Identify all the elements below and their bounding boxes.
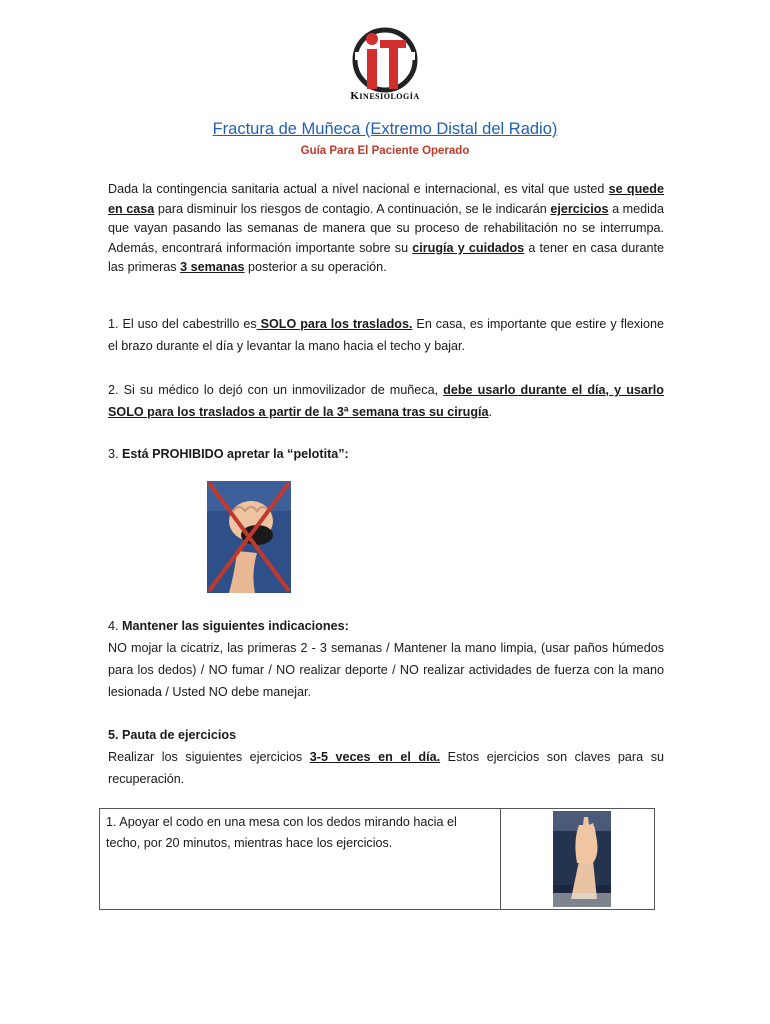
instruction-text: Estos ejercicios son claves para su recuperación. — [108, 750, 664, 786]
instruction-text: . — [488, 405, 493, 419]
instruction-text: 2. Si su médico lo dejó con un inmovilizador de muñeca, — [108, 383, 444, 397]
instruction-1 — [108, 313, 664, 357]
intro-emphasis: se quede en casa — [108, 182, 665, 216]
intro-paragraph — [108, 180, 664, 278]
instruction-bold: Está PROHIBIDO apretar la “pelotita”: — [122, 447, 349, 461]
page-title: Fractura de Muñeca (Extremo Distal del Radio) — [212, 120, 558, 138]
exercise-image-cell — [501, 809, 654, 909]
prohibited-ball-squeeze-image — [207, 481, 291, 593]
intro-text: a tener en casa durante las primeras — [108, 240, 664, 275]
instruction-text: 1. El uso del cabestrillo es — [108, 317, 257, 331]
instruction-emphasis: debe usarlo durante el día, y usarlo SOLO para los traslados a partir de la 3ª semana tras su cirugía — [108, 383, 664, 419]
intro-text: a medida que vayan pasando las semanas de manera que su proceso de rehabilitación no se interrumpa. Además, encontrará información importante sobre su — [108, 201, 664, 255]
intro-emphasis: ejercicios — [550, 201, 609, 216]
instruction-emphasis: 3-5 veces en el día. — [309, 750, 441, 764]
instruction-text: 3. — [108, 447, 123, 461]
intro-emphasis: 3 semanas — [180, 260, 245, 275]
intro-text: para disminuir los riesgos de contagio. A continuación, se le indicarán — [154, 201, 551, 216]
exercise-elbow-image — [553, 811, 611, 907]
logo-text: Kinesiología — [350, 90, 420, 102]
intro-text: posterior a su operación. — [244, 260, 387, 275]
instruction-emphasis: SOLO para los traslados. — [256, 317, 413, 331]
instruction-text: 4. — [108, 619, 123, 633]
instruction-2 — [108, 379, 664, 423]
instruction-bold: Mantener las siguientes indicaciones: — [122, 619, 349, 633]
instruction-bold: 5. Pauta de ejercicios — [108, 728, 237, 742]
exercise-table — [99, 808, 655, 910]
intro-text: Dada la contingencia sanitaria actual a nivel nacional e internacional, es vital que usted — [108, 182, 609, 196]
intro-emphasis: cirugía y cuidados — [412, 240, 525, 255]
instruction-text: Realizar los siguientes ejercicios — [108, 750, 310, 764]
page-subtitle: Guía Para El Paciente Operado — [300, 145, 470, 157]
instruction-5 — [108, 724, 664, 790]
instruction-3 — [108, 445, 664, 465]
exercise-description-cell: 1. Apoyar el codo en una mesa con los dedos mirando hacia el techo, por 20 minutos, mientras hace los ejercicios. — [100, 809, 501, 909]
instruction-text: NO mojar la cicatriz, las primeras 2 - 3 semanas / Mantener la mano limpia, (usar paños húmedos para los dedos) / NO fumar / NO realizar deporte / NO realizar actividades de fuerza con la mano lesionada / Usted NO debe manejar. — [108, 641, 664, 699]
instruction-4 — [108, 615, 664, 703]
instruction-text: En casa, es importante que estire y flexione el brazo durante el día y levantar la mano hacia el techo y bajar. — [108, 317, 664, 353]
